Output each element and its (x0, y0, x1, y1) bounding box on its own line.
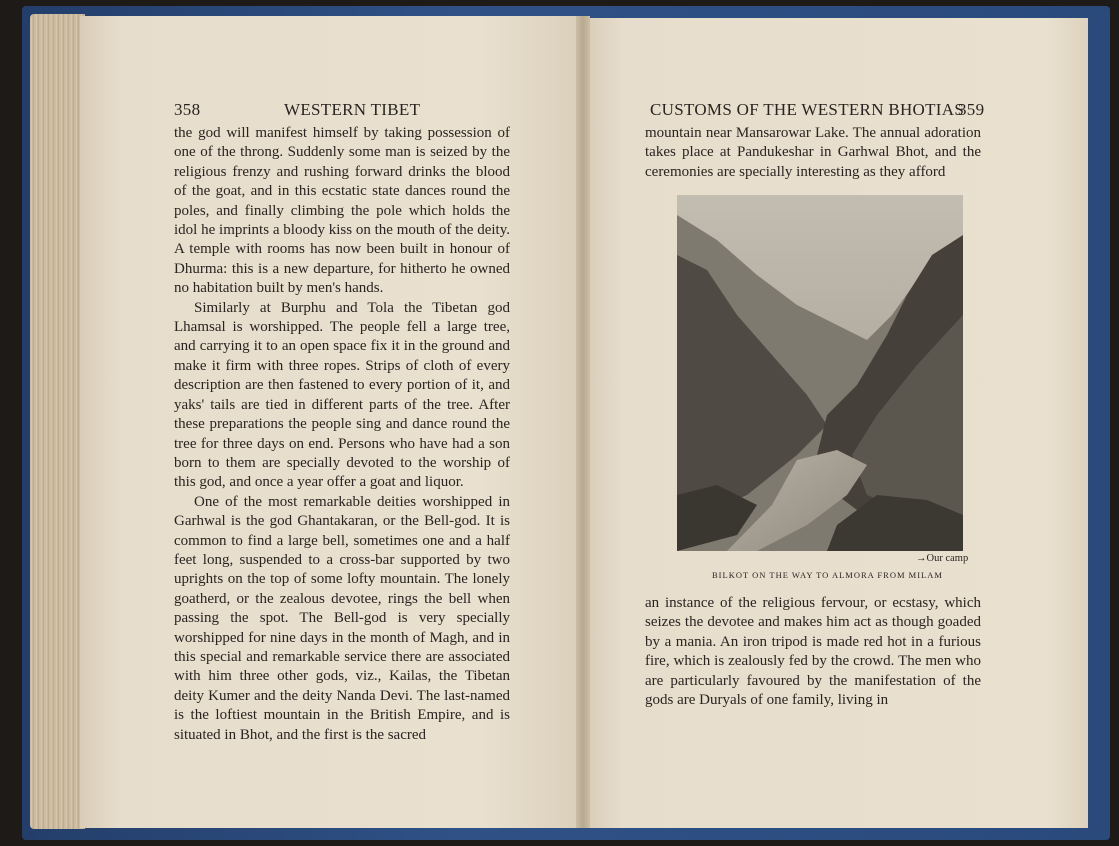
left-paragraph-3: One of the most remarkable deities worshipped in Garhwal is the god Ghantakaran, or the Bell-god. It is common to find a large bell, sometimes one and a half feet long, suspended to a cross-bar supported by two uprights on the top of some lofty mountain. The lonely goatherd, or the zealous devotee, rings the bell when passing the spot. The Bell-god is very specially worshipped for nine days in the month of Magh, and in this special and remarkable service there are associated with him three other gods, viz., Kailas, the Tibetan deity Kumer and the deity Nanda Devi. The last-named is the loftiest mountain in the British Empire, and is situated in Bhot, and the first is the sacred (174, 493, 510, 743)
left-paragraph-2: Similarly at Burphu and Tola the Tibetan god Lhamsal is worshipped. The people fell a large tree, and carrying it to an open space fix it in the ground and make it firm with three ropes. Strips of cloth of every description are then fastened to every portion of it, and yaks' tails are tied in different parts of the tree. After these preparations the people sing and dance round the tree for three days on end. Persons who have had a son born to them are specially devoted to the worship of this god, and once a year offer a goat and liquor. (174, 299, 510, 491)
book-gutter (576, 16, 590, 828)
left-page-number: 358 (174, 100, 201, 119)
right-bottom-text (645, 594, 981, 710)
photo-illustration (677, 195, 963, 551)
right-page-number: 359 (958, 100, 985, 119)
right-paragraph-bottom: an instance of the religious fervour, or ecstasy, which seizes the devotee and makes him act as though goaded by a mania. An iron tripod is made red hot in a furious fire, which is zealously fed by the crowd. The men who are particularly favoured by the manifestation of the gods are Duryals of one family, living in (645, 595, 981, 709)
right-paragraph-top: mountain near Mansarowar Lake. The annual adoration takes place at Pandukeshar in Garhwal Bhot, and the ceremonies are specially interesting as they afford (645, 125, 981, 180)
right-top-text (645, 124, 981, 182)
left-running-head: WESTERN TIBET (284, 100, 421, 119)
mountain-valley-photo (677, 195, 963, 551)
photo-note-our-camp: →Our camp (916, 553, 969, 564)
left-text-block (174, 124, 510, 745)
left-paragraph-1: the god will manifest himself by taking possession of one of the throng. Suddenly some man is seized by the religious frenzy and rushing forward drinks the blood of the goat, and in this ecstatic state dances round the poles, and finally climbing the pole which holds the idol he imprints a bloody kiss on the mouth of the deity. A temple with rooms has now been built in honour of Dhurma: this is a new departure, for hitherto he owned no habitation built by men's hands. (174, 125, 510, 297)
right-running-head: CUSTOMS OF THE WESTERN BHOTIAS (650, 100, 965, 119)
page-edges (30, 14, 85, 829)
photo-caption: BILKOT ON THE WAY TO ALMORA FROM MILAM (712, 570, 943, 580)
